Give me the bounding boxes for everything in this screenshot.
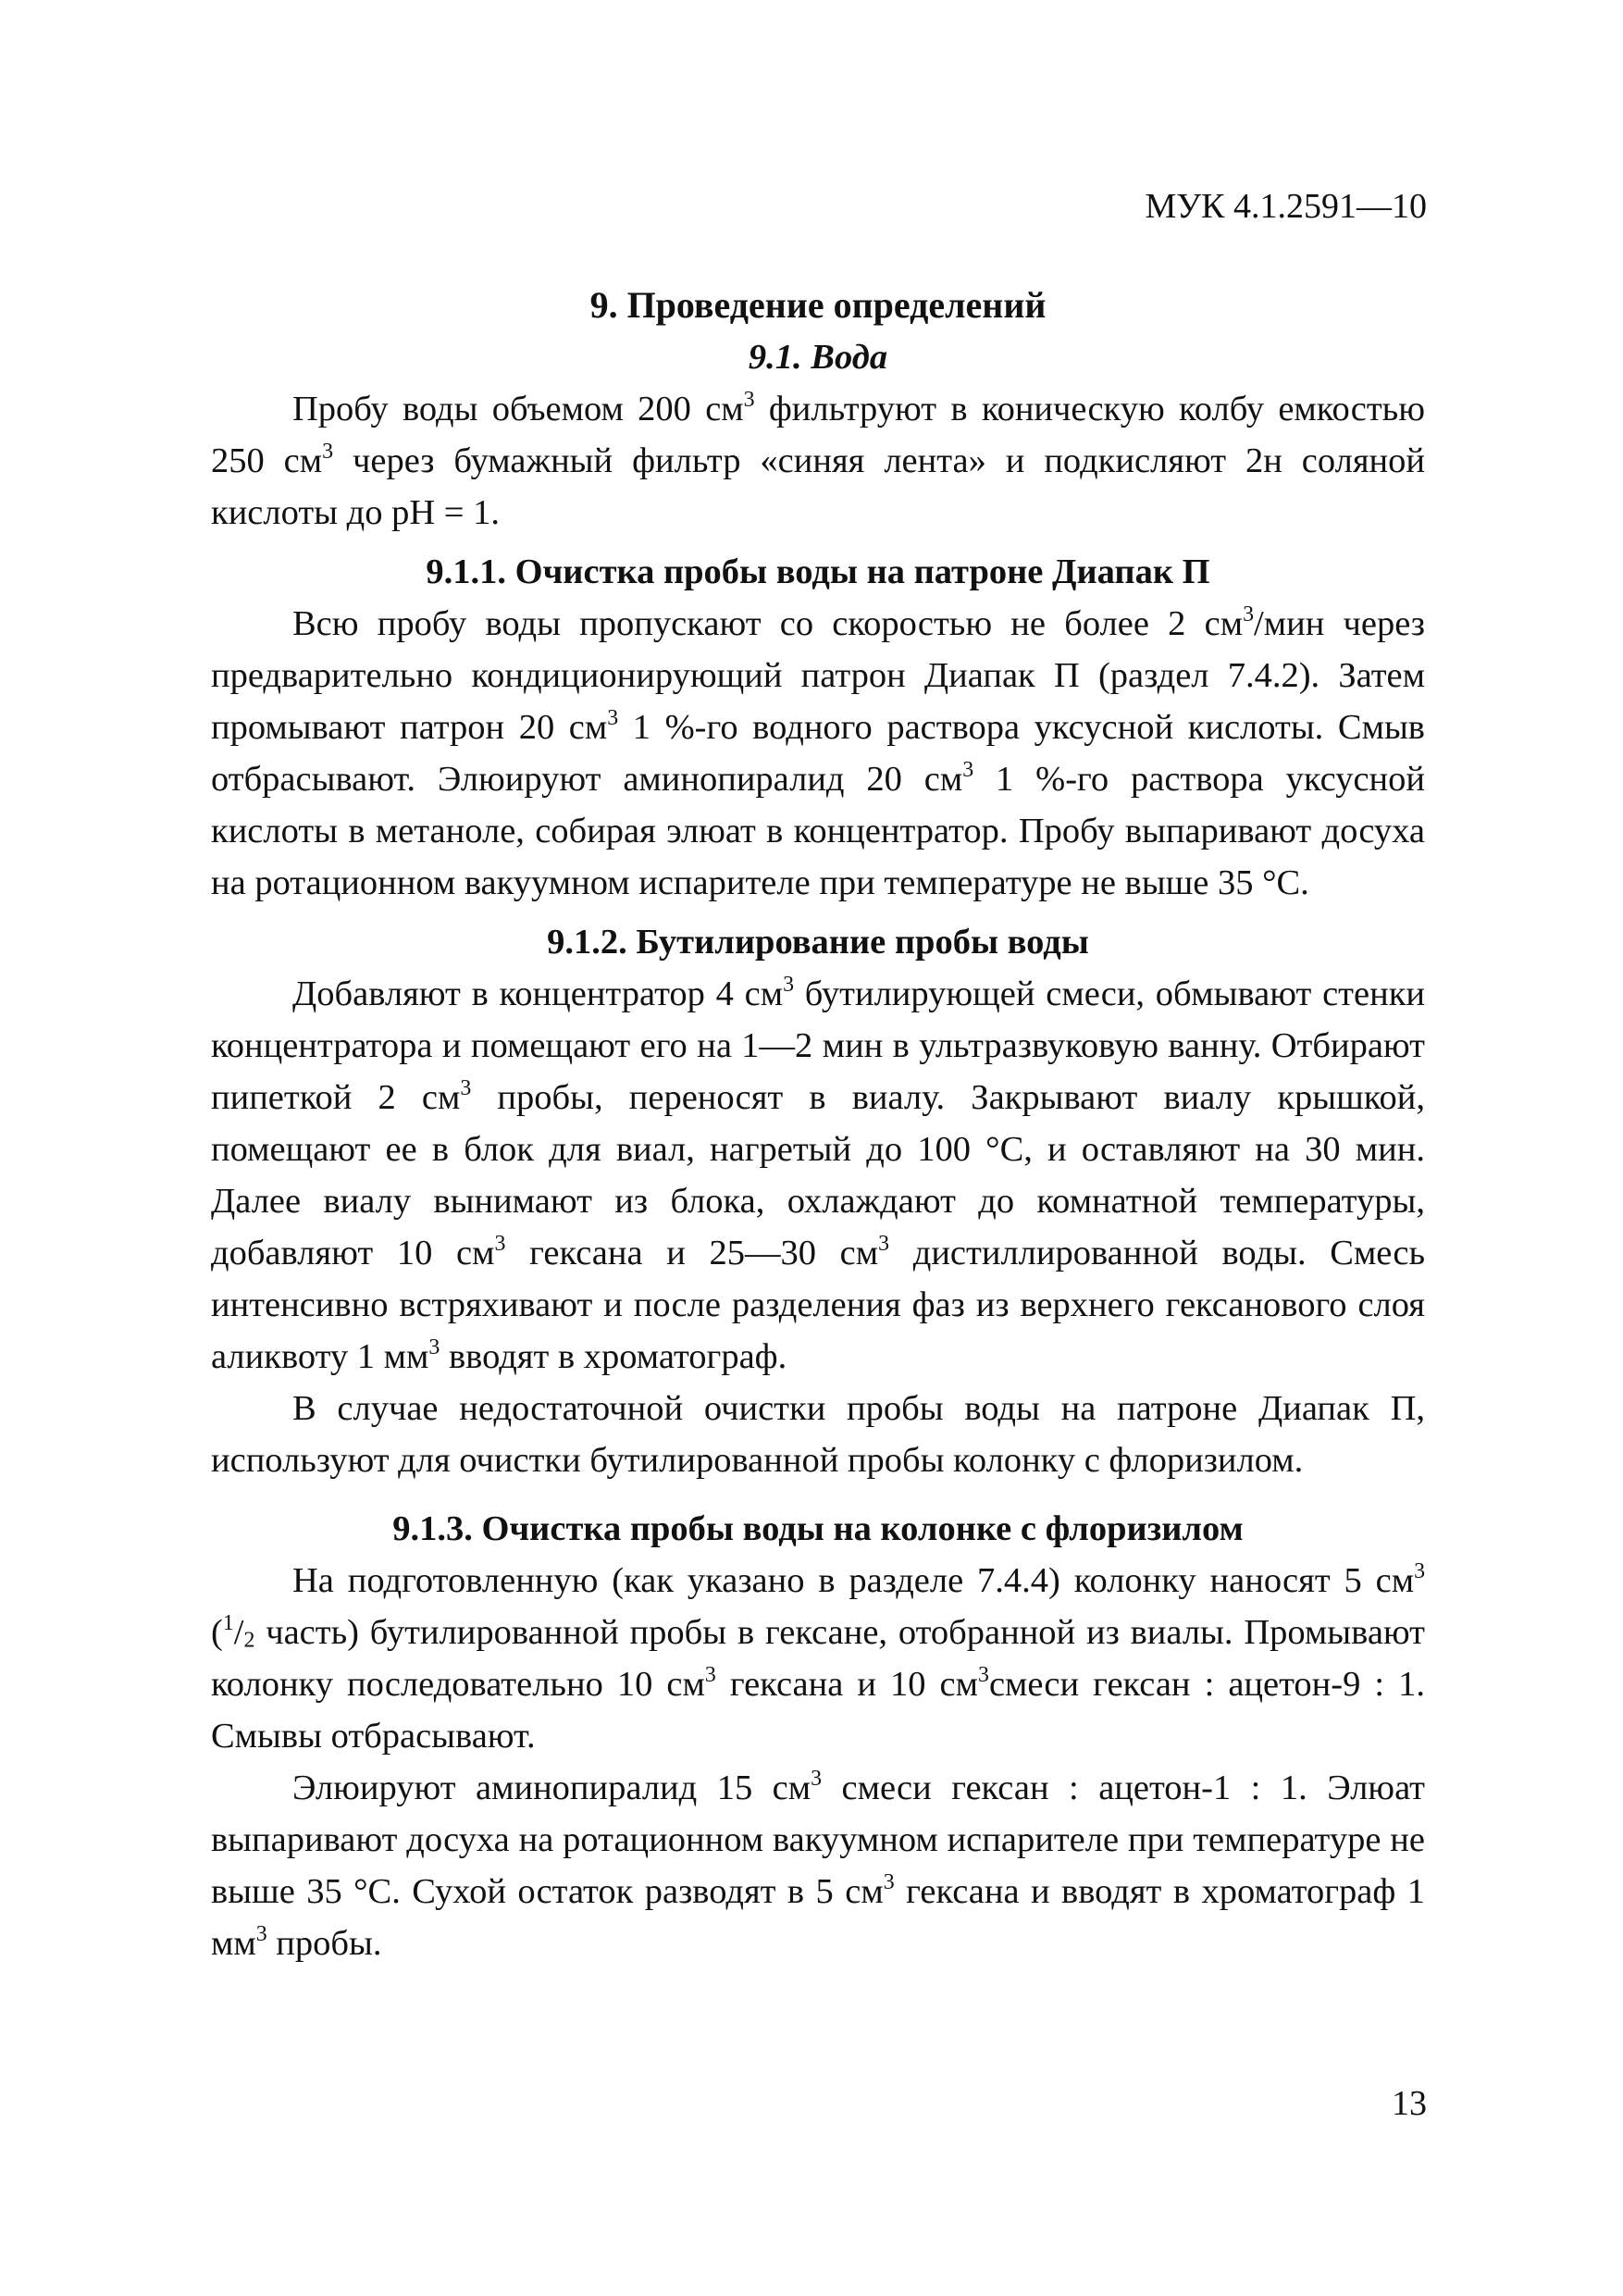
paragraph-cartridge-cleaning: Всю пробу воды пропускают со скоростью не более 2 $см^3$/мин через предварительно кондиционирующий патрон Диапак П (раздел 7.4.2). Затем промывают патрон 20 $см^3$ 1 %-го водного раствора уксусной кислоты. Смыв отбрасывают. Элюируют аминопиралид 20 $см^3$ 1 %-го раствора уксусной кислоты в метаноле, собирая элюат в концентратор. Пробу выпаривают досуха на ротационном вакуумном испарителе при температуре не выше 35 °С.	[211, 602, 1425, 902]
paragraph-water-intro: Пробу воды объемом 200 $см^3$ фильтруют в коническую колбу емкостью 250 $см^3$ через бумажный фильтр «синяя лента» и подкисляют 2н соляной кислоты до pH = 1.	[211, 388, 1425, 532]
paragraph-insufficient-cleaning: В случае недостаточной очистки пробы воды на патроне Диапак П, используют для очистки бутилированной пробы колонку с флоризилом.	[211, 1389, 1425, 1480]
paragraph-butylation: Добавляют в концентратор 4 $см^3$ бутилирующей смеси, обмывают стенки концентратора и помещают его на 1—2 мин в ультразвуковую ванну. Отбирают пипеткой 2 $см^3$ пробы, переносят в виалу. Закрывают виалу крышкой, помещают ее в блок для виал, нагретый до 100 °С, и оставляют на 30 мин. Далее виалу вынимают из блока, охлаждают до комнатной температуры, добавляют 10 $см^3$ гексана и 25—30 $см^3$ дистиллированной воды. Смесь интенсивно встряхивают и после разделения фаз из верхнего гексанового слоя аликвоту 1 $мм^3$ вводят в хроматограф.	[211, 973, 1426, 1376]
fraction-numerator: 1	[222, 1611, 234, 1636]
subsection-heading: 9.1. Вода	[748, 338, 888, 377]
page-number: 13	[1392, 2084, 1427, 2123]
page-content	[211, 267, 1425, 1969]
document-code-header: МУК 4.1.2591—10	[1145, 187, 1427, 226]
heading-9-1-2: 9.1.2. Бутилирование пробы воды	[547, 923, 1089, 962]
heading-9-1-1: 9.1.1. Очистка пробы воды на патроне Диапак П	[426, 552, 1210, 591]
paragraph-florisil-column: На подготовленную (как указано в разделе 7.4.4) колонку наносят 5 $см^3$ ($^1/_2$ часть) бутилированной пробы в гексане, отобранной из виалы. Промывают колонку последовательно 10 $см^3$ гексана и 10 $см^3смеси$ гексан : ацетон-9 : 1. Смывы отбрасывают.	[211, 1559, 1425, 1756]
heading-9-1-3: 9.1.3. Очистка пробы воды на колонке с флоризилом	[392, 1509, 1244, 1548]
paragraph-elution: Элюируют аминопиралид 15 $см^3$ смеси гексан : ацетон-1 : 1. Элюат выпаривают досуха на ротационном вакуумном испарителе при температуре не выше 35 °С. Сухой остаток разводят в 5 $см^3$ гексана и вводят в хроматограф 1 $мм^3$ пробы.	[211, 1767, 1425, 1963]
fraction-denominator: 2	[243, 1628, 255, 1653]
section-heading: 9. Проведение определений	[589, 284, 1047, 326]
